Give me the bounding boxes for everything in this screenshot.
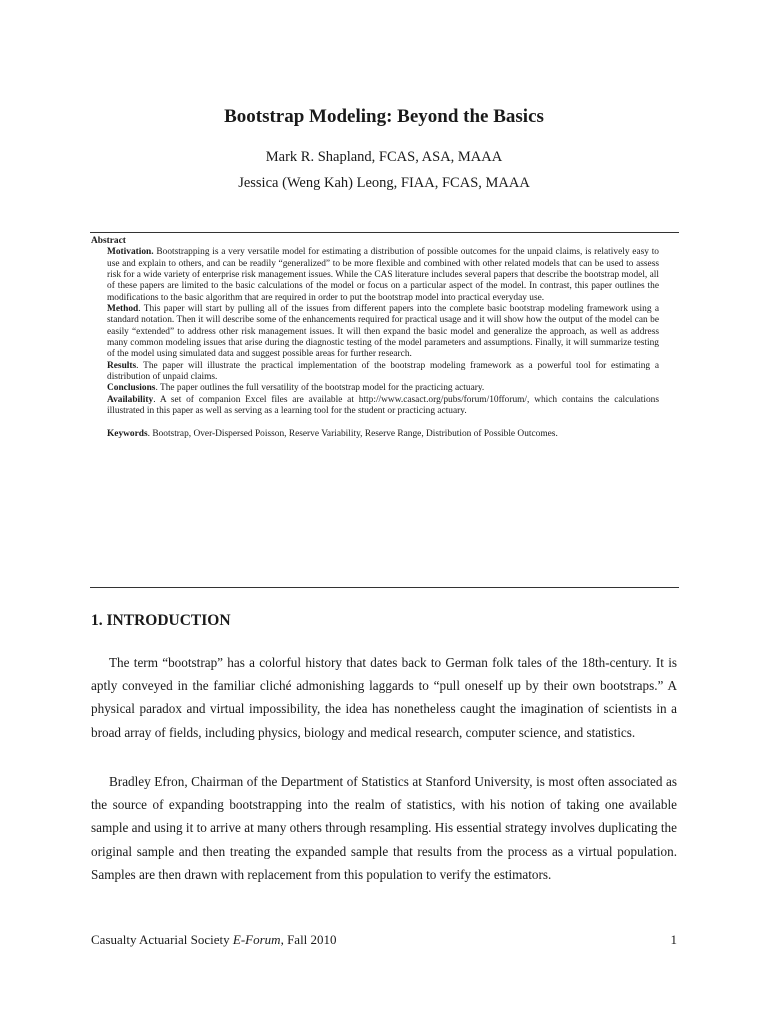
availability-text: . A set of companion Excel files are available at http://www.casact.org/pubs/forum/10fforum/, which contains the calculations illustrated in this paper as well as serving as a learning tool for the student or practicing actuary. [107, 394, 659, 417]
keywords-text: . Bootstrap, Over-Dispersed Poisson, Reserve Variability, Reserve Range, Distribution of Possible Outcomes. [147, 428, 558, 439]
abstract-method [107, 304, 659, 361]
method-label: Method [107, 304, 139, 315]
author-2: Jessica (Weng Kah) Leong, FIAA, FCAS, MAAA [238, 175, 530, 191]
footer-publication: E-Forum [232, 932, 281, 947]
abstract-results [107, 361, 659, 384]
motivation-label: Motivation. [107, 247, 154, 258]
method-text: . This paper will start by pulling all of the issues from different papers into the complete basic bootstrap modeling framework using a standard notation. Then it will describe some of the enhancements required for practical usage and it will show how the output of the model can be easily “extended” to address other risk management issues. It will then expand the basic model and generalize the approach, as well as address many common modeling issues that arise during the diagnostic testing of the model parameters and assumptions. Finally, it will summarize testing of the model using simulated data and suggest possible areas for further research. [107, 304, 659, 360]
abstract-motivation [107, 247, 659, 304]
paper-title: Bootstrap Modeling: Beyond the Basics [224, 106, 544, 127]
body-paragraph-1 [91, 651, 677, 744]
abstract-keywords [107, 429, 659, 440]
results-label: Results [107, 360, 137, 371]
abstract-top-rule [90, 232, 679, 233]
footer-society: Casualty Actuarial Society [91, 932, 233, 947]
abstract-conclusions [107, 383, 659, 394]
author-1: Mark R. Shapland, FCAS, ASA, MAAA [265, 149, 503, 165]
paragraph-text: Bradley Efron, Chairman of the Department of Statistics at Stanford University, is most often associated as the source of expanding bootstrapping into the realm of statistics, with his notion of taking one available sample and using it to arrive at many others through resampling. His essential strategy involves duplicating the original sample and then treating the expanded sample that results from the process as a virtual population. Samples are then drawn with replacement from this population to verify the estimators. [91, 774, 677, 882]
conclusions-text: . The paper outlines the full versatility of the bootstrap model for the practicing actuary. [155, 383, 485, 394]
paragraph-text: The term “bootstrap” has a colorful history that dates back to German folk tales of the 18th-century. It is aptly conveyed in the familiar cliché admonishing laggards to “pull oneself up by their own bootstraps.” A physical paradox and virtual impossibility, the idea has nonetheless caught the imagination of scientists in a broad array of fields, including physics, biology and medical research, computer science, and statistics. [91, 655, 677, 740]
availability-label: Availability [107, 394, 154, 405]
abstract-availability [107, 395, 659, 418]
abstract-bottom-rule [90, 587, 679, 588]
section-heading: 1. INTRODUCTION [91, 612, 231, 629]
results-text: . The paper will illustrate the practical implementation of the bootstrap modeling framework as a powerful tool for estimating a distribution of unpaid claims. [107, 360, 659, 383]
footer-citation [91, 932, 337, 948]
body-paragraph-2 [91, 770, 677, 886]
footer-issue: , Fall 2010 [280, 932, 337, 947]
abstract-block [91, 236, 659, 440]
keywords-label: Keywords [107, 428, 148, 439]
abstract-label: Abstract [91, 236, 126, 246]
conclusions-label: Conclusions [107, 383, 156, 394]
page-number: 1 [670, 932, 677, 947]
motivation-text: Bootstrapping is a very versatile model for estimating a distribution of possible outcomes for the unpaid claims, is relatively easy to use and explain to others, and can be readily “generalized” to be more flexible and combined with other related models that can be used to assess risk for a wide variety of enterprise risk management issues. While the CAS literature includes several papers that describe the bootstrap model, all of these papers are limited to the basic calculations of the model or focus on a particular aspect of the model. In contrast, this paper outlines the modifications to the basic algorithm that are required in order to put the bootstrap model into practical everyday use. [107, 247, 659, 303]
